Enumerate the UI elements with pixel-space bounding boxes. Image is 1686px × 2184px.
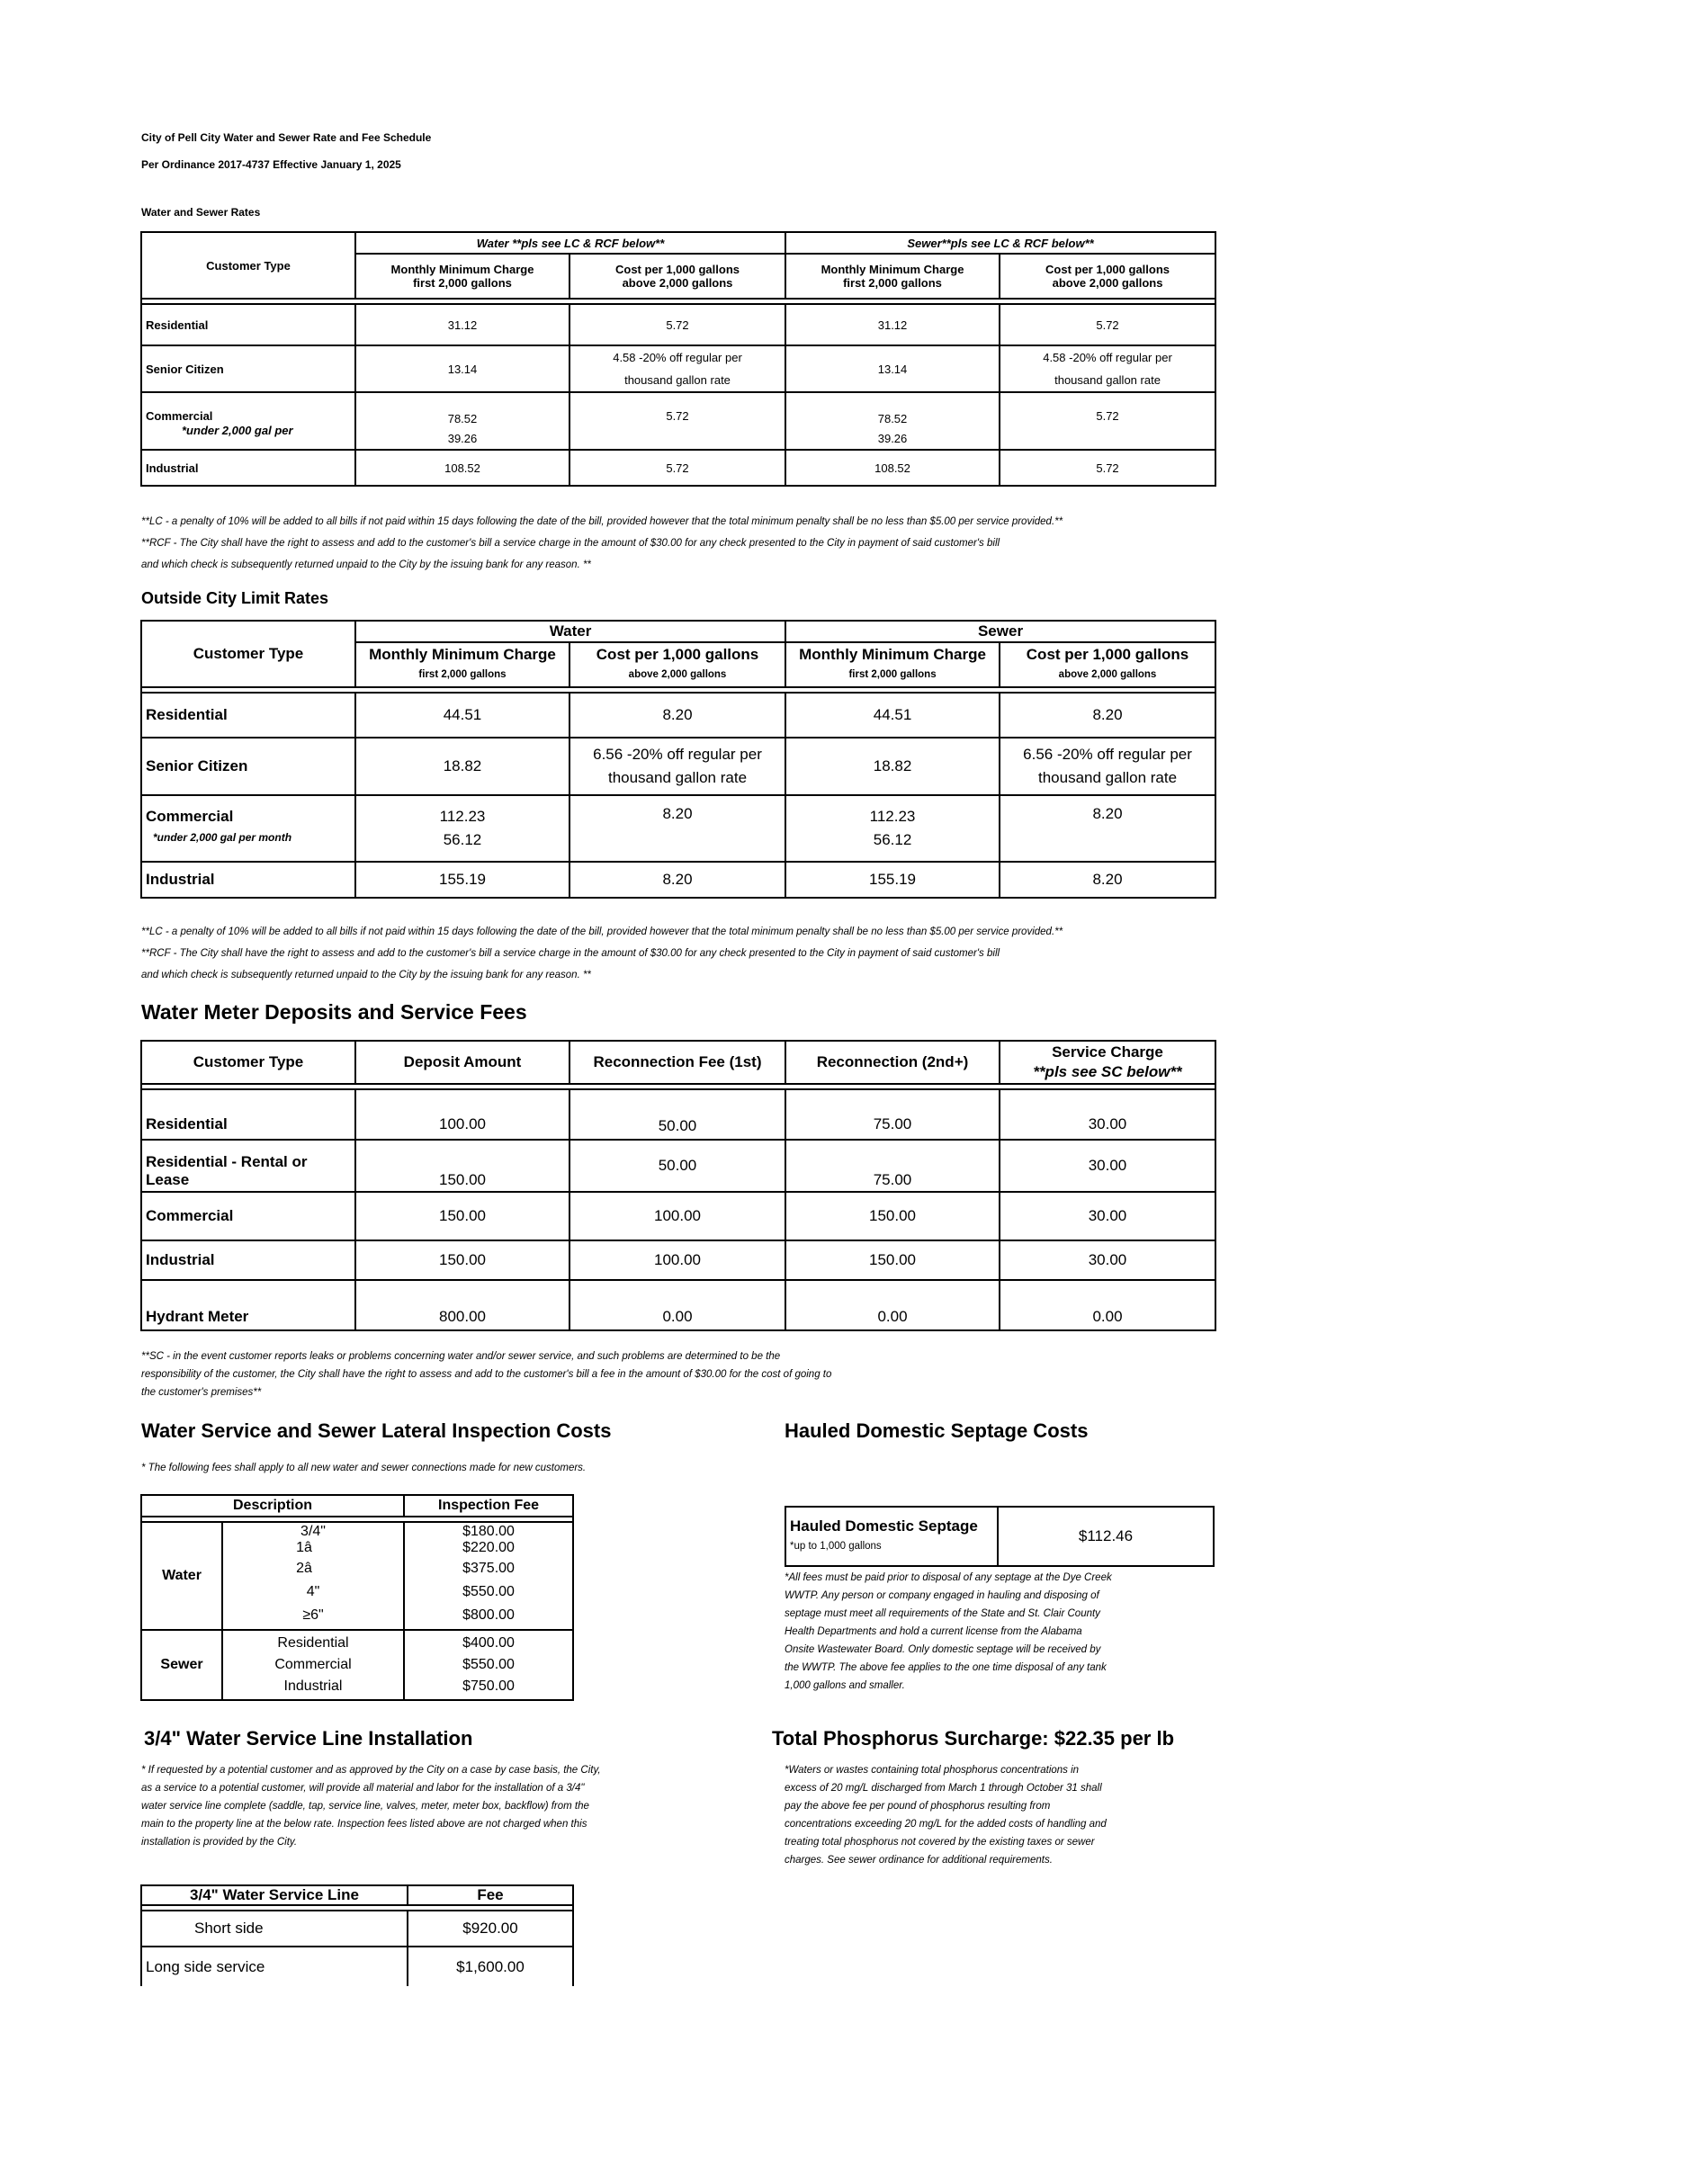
header-cost: Cost per 1,000 gallons above 2,000 gallons [569, 642, 785, 687]
service-line-note: * If requested by a potential customer and as approved by the City on a case by case basis, the City, as a service to a potential customer, will provide all material and labor for the installation of a 3/4" water service line complete (saddle, tap, service line, valves, meter, meter box, backflow) from the main to the property line at the below rate. Inspection fees listed above are not charged when this installation is provided by the City. [141, 1765, 601, 1848]
septage-note: *All fees must be paid prior to disposal of any septage at the Dye Creek WWTP. Any person or company engaged in hauling and disposing of septage must meet all requirements of the State and St. Clair County Health Departments and hold a current license from the Alabama Onsite Wastewater Board. Only domestic septage will be received by the WWTP. The above fee applies to the one time disposal of any tank 1,000 gallons and smaller. [785, 1572, 1112, 1691]
sc-note: **SC - in the event customer reports leaks or problems concerning water and/or sewer service, and such problems are determined to be the responsibility of the customer, the City shall have the right to assess and add to the customer's bill a fee in the amount of $30.00 for the cost of going to the customer's premises** [141, 1351, 832, 1398]
header-service-line: 3/4" Water Service Line [141, 1885, 408, 1905]
header-fee: Fee [408, 1885, 573, 1905]
deposits-table [140, 1040, 1216, 1331]
table-row: Industrial 150.00 100.00 150.00 30.00 [141, 1240, 1215, 1280]
table-row: Residential 100.00 50.00 75.00 30.00 [141, 1089, 1215, 1140]
header-customer-type: Customer Type [141, 1041, 355, 1084]
table-row: Hydrant Meter 800.00 0.00 0.00 0.00 [141, 1280, 1215, 1330]
inspection-table [140, 1494, 574, 1701]
header-cost: Cost per 1,000 gallons above 2,000 gallons [569, 254, 785, 299]
header-service-charge: Service Charge **pls see SC below** [1000, 1041, 1215, 1084]
header-sewer: Sewer [785, 621, 1215, 642]
deposits-title: Water Meter Deposits and Service Fees [141, 1000, 527, 1024]
rcf-note-cont: and which check is subsequently returned unpaid to the City by the issuing bank for any reason. ** [141, 970, 591, 980]
header-min-charge: Monthly Minimum Charge first 2,000 gallons [355, 254, 569, 299]
header-cost: Cost per 1,000 gallons above 2,000 gallons [1000, 254, 1215, 299]
rcf-note-cont: and which check is subsequently returned unpaid to the City by the issuing bank for any reason. ** [141, 559, 591, 570]
phosphorus-note: *Waters or wastes containing total phosphorus concentrations in excess of 20 mg/L discharged from March 1 through October 31 shall pay the above fee per pound of phosphorus resulting from concentrations exceeding 20 mg/L for the added costs of handling and treating total phosphorus not covered by the existing taxes or sewer charges. See sewer ordinance for additional requirements. [785, 1765, 1107, 1866]
outside-rates-table [140, 620, 1216, 899]
section-label: Water and Sewer Rates [141, 206, 261, 219]
lc-note: **LC - a penalty of 10% will be added to all bills if not paid within 15 days following the date of the bill, provided however that the total minimum penalty shall be no less than $5.00 per service provided.** [141, 926, 1063, 937]
header-water: Water [355, 621, 785, 642]
septage-title: Hauled Domestic Septage Costs [785, 1419, 1089, 1442]
table-row: Senior Citizen 18.82 6.56 -20% off regular per thousand gallon rate 18.82 6.56 -20% off regular per thousand gallon rate [141, 738, 1215, 795]
table-row: Industrial 108.52 5.72 108.52 5.72 [141, 450, 1215, 486]
service-line-table [140, 1884, 574, 1986]
header-customer-type: Customer Type [141, 621, 355, 687]
header-min-charge: Monthly Minimum Charge first 2,000 gallons [785, 642, 1000, 687]
inspection-note: * The following fees shall apply to all new water and sewer connections made for new customers. [141, 1463, 587, 1473]
header-cost: Cost per 1,000 gallons above 2,000 gallons [1000, 642, 1215, 687]
table-row: Industrial 155.19 8.20 155.19 8.20 [141, 862, 1215, 898]
table-row: Short side $920.00 [141, 1911, 573, 1947]
table-row: Commercial 150.00 100.00 150.00 30.00 [141, 1192, 1215, 1240]
header-customer-type: Customer Type [141, 232, 355, 299]
table-row: Long side service $1,600.00 [141, 1947, 573, 1986]
header-deposit: Deposit Amount [355, 1041, 569, 1084]
header-inspection-fee: Inspection Fee [404, 1495, 573, 1517]
header-description: Description [141, 1495, 404, 1517]
table-row: Residential 31.12 5.72 31.12 5.72 [141, 304, 1215, 345]
header-water-group: Water **pls see LC & RCF below** [355, 232, 785, 254]
doc-title: City of Pell City Water and Sewer Rate and Fee Schedule [141, 131, 432, 144]
header-min-charge: Monthly Minimum Charge first 2,000 gallons [785, 254, 1000, 299]
table-row: Commercial *under 2,000 gal per 78.52 39.26 5.72 78.52 39.26 5.72 [141, 392, 1215, 450]
table-row: Sewer Residential Commercial Industrial $400.00 $550.00 $750.00 [141, 1630, 573, 1700]
septage-table [785, 1506, 1215, 1567]
table-row: Residential - Rental or Lease 150.00 50.00 75.00 30.00 [141, 1140, 1215, 1192]
table-row: Hauled Domestic Septage *up to 1,000 gallons $112.46 [785, 1507, 1214, 1566]
table-row: Senior Citizen 13.14 4.58 -20% off regular per thousand gallon rate 13.14 4.58 -20% off regular per thousand gallon rate [141, 345, 1215, 392]
phosphorus-title: Total Phosphorus Surcharge: $22.35 per lb [772, 1727, 1175, 1750]
service-line-title: 3/4" Water Service Line Installation [144, 1727, 473, 1750]
header-reconnection-2: Reconnection (2nd+) [785, 1041, 1000, 1084]
header-reconnection-1: Reconnection Fee (1st) [569, 1041, 785, 1084]
header-min-charge: Monthly Minimum Charge first 2,000 gallons [355, 642, 569, 687]
table-row: Water 3/4" 1â 2â 4" ≥6" $180.00 $220.00 $375.00 $550.00 $800.00 [141, 1522, 573, 1630]
outside-title: Outside City Limit Rates [141, 589, 329, 607]
table-row: Residential 44.51 8.20 44.51 8.20 [141, 693, 1215, 738]
header-sewer-group: Sewer**pls see LC & RCF below** [785, 232, 1215, 254]
rcf-note: **RCF - The City shall have the right to assess and add to the customer's bill a service charge in the amount of $30.00 for any check presented to the City in payment of said customer's bill [141, 948, 1000, 959]
inside-rates-table [140, 231, 1216, 487]
rcf-note: **RCF - The City shall have the right to assess and add to the customer's bill a service charge in the amount of $30.00 for any check presented to the City in payment of said customer's bill [141, 538, 1000, 549]
lc-note: **LC - a penalty of 10% will be added to all bills if not paid within 15 days following the date of the bill, provided however that the total minimum penalty shall be no less than $5.00 per service provided.** [141, 516, 1063, 527]
doc-ordinance: Per Ordinance 2017-4737 Effective January 1, 2025 [141, 158, 401, 171]
table-row: Commercial *under 2,000 gal per month 112.23 56.12 8.20 112.23 56.12 8.20 [141, 795, 1215, 862]
inspection-title: Water Service and Sewer Lateral Inspection Costs [141, 1419, 612, 1442]
